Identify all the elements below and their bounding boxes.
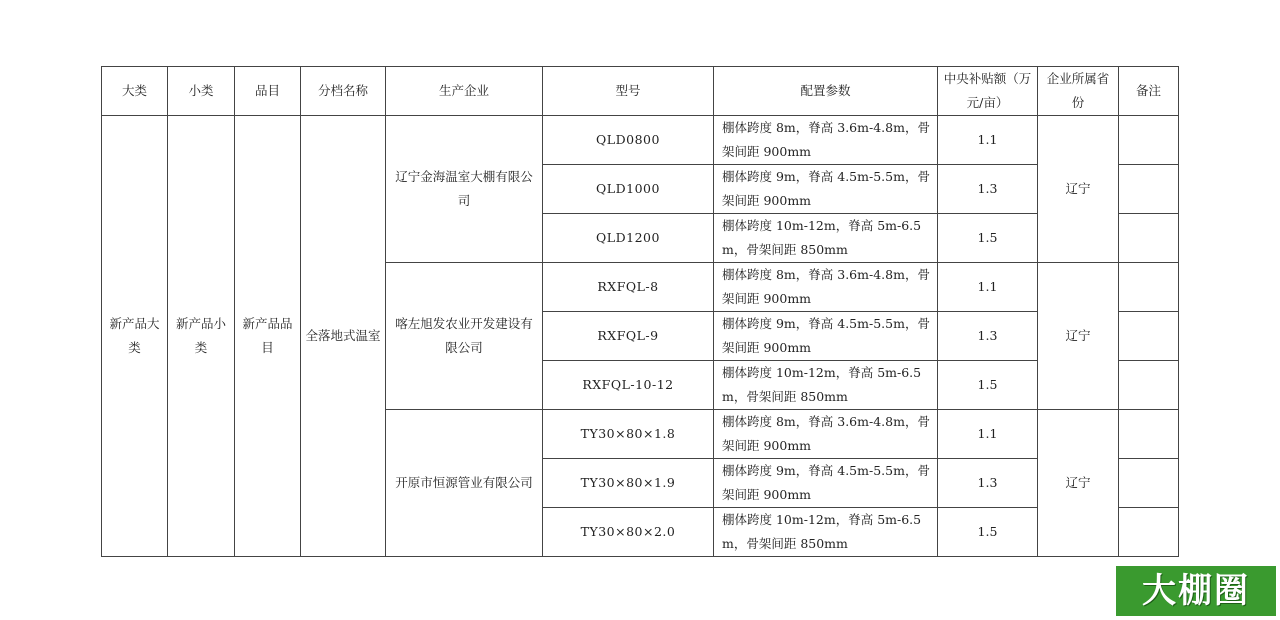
cell-subsidy-text: 1.1 — [977, 279, 998, 294]
cell-subsidy-text: 1.1 — [977, 426, 998, 441]
cell-config-text: 棚体跨度 9m，脊高 4.5m-5.5m，骨架间距 900mm — [722, 463, 930, 502]
cell-config-text: 棚体跨度 10m-12m，脊高 5m-6.5m，骨架间距 850mm — [722, 365, 922, 404]
cell-province — [1038, 410, 1119, 557]
cell-province — [1038, 263, 1119, 410]
cell-model-text: QLD1200 — [596, 230, 660, 245]
cell-model — [543, 214, 714, 263]
cell-item — [235, 116, 301, 557]
cell-province-text: 辽宁 — [1065, 328, 1091, 343]
cell-model — [543, 312, 714, 361]
cell-remark — [1119, 214, 1179, 263]
header-grade-name: 分档名称 — [301, 67, 386, 116]
cell-remark — [1119, 459, 1179, 508]
cell-grade-name — [301, 116, 386, 557]
cell-manufacturer — [386, 116, 543, 263]
cell-model-text: TY30×80×1.8 — [580, 426, 676, 441]
cell-manufacturer — [386, 410, 543, 557]
cell-item-text: 新产品品目 — [242, 316, 293, 355]
cell-config-text: 棚体跨度 10m-12m，脊高 5m-6.5m，骨架间距 850mm — [722, 218, 922, 257]
header-province: 企业所属省份 — [1038, 67, 1119, 116]
cell-config-text: 棚体跨度 8m，脊高 3.6m-4.8m，骨架间距 900mm — [722, 120, 930, 159]
cell-subsidy — [938, 459, 1038, 508]
cell-subsidy-text: 1.3 — [977, 475, 998, 490]
cell-subsidy — [938, 116, 1038, 165]
cell-subsidy — [938, 214, 1038, 263]
cell-subsidy-text: 1.5 — [977, 377, 998, 392]
cell-province-text: 辽宁 — [1065, 181, 1091, 196]
cell-remark — [1119, 312, 1179, 361]
cell-config-text: 棚体跨度 10m-12m，脊高 5m-6.5m，骨架间距 850mm — [722, 512, 922, 551]
cell-model — [543, 459, 714, 508]
cell-subcategory-text: 新产品小类 — [175, 316, 226, 355]
cell-remark — [1119, 410, 1179, 459]
cell-config — [714, 361, 938, 410]
cell-remark — [1119, 263, 1179, 312]
header-remark: 备注 — [1119, 67, 1179, 116]
cell-subsidy — [938, 263, 1038, 312]
cell-model-text: TY30×80×2.0 — [580, 524, 676, 539]
cell-model — [543, 165, 714, 214]
cell-province — [1038, 116, 1119, 263]
cell-config-text: 棚体跨度 9m，脊高 4.5m-5.5m，骨架间距 900mm — [722, 316, 930, 355]
cell-config — [714, 214, 938, 263]
cell-subsidy-text: 1.1 — [977, 132, 998, 147]
header-model: 型号 — [543, 67, 714, 116]
logo-text: 大棚圈 — [1142, 571, 1250, 611]
cell-config — [714, 263, 938, 312]
cell-model-text: QLD1000 — [596, 181, 660, 196]
header-row — [102, 67, 1179, 116]
cell-province-text: 辽宁 — [1065, 475, 1091, 490]
cell-subsidy — [938, 361, 1038, 410]
cell-model — [543, 116, 714, 165]
cell-manufacturer-text: 辽宁金海温室大棚有限公司 — [395, 169, 533, 208]
cell-manufacturer-text: 开原市恒源管业有限公司 — [395, 475, 533, 490]
cell-config-text: 棚体跨度 8m，脊高 3.6m-4.8m，骨架间距 900mm — [722, 267, 930, 306]
header-subcategory: 小类 — [168, 67, 235, 116]
cell-remark — [1119, 116, 1179, 165]
cell-config-text: 棚体跨度 8m，脊高 3.6m-4.8m，骨架间距 900mm — [722, 414, 930, 453]
cell-subsidy-text: 1.3 — [977, 328, 998, 343]
subsidy-table — [101, 66, 1179, 557]
cell-subsidy-text: 1.3 — [977, 181, 998, 196]
cell-remark — [1119, 361, 1179, 410]
cell-config — [714, 410, 938, 459]
cell-model-text: TY30×80×1.9 — [580, 475, 676, 490]
cell-model-text: RXFQL-10-12 — [582, 377, 674, 392]
header-item: 品目 — [235, 67, 301, 116]
cell-config — [714, 116, 938, 165]
cell-remark — [1119, 508, 1179, 557]
cell-grade-name-text: 全落地式温室 — [305, 328, 381, 343]
cell-config — [714, 508, 938, 557]
cell-subsidy-text: 1.5 — [977, 230, 998, 245]
cell-manufacturer — [386, 263, 543, 410]
cell-model — [543, 361, 714, 410]
cell-config — [714, 165, 938, 214]
cell-model — [543, 508, 714, 557]
header-config: 配置参数 — [714, 67, 938, 116]
cell-subsidy — [938, 165, 1038, 214]
header-manufacturer: 生产企业 — [386, 67, 543, 116]
cell-subcategory — [168, 116, 235, 557]
cell-model — [543, 263, 714, 312]
cell-model — [543, 410, 714, 459]
cell-subsidy — [938, 508, 1038, 557]
table-body — [102, 116, 1179, 557]
cell-model-text: RXFQL-9 — [597, 328, 659, 343]
cell-remark — [1119, 165, 1179, 214]
cell-model-text: RXFQL-8 — [597, 279, 659, 294]
cell-subsidy — [938, 410, 1038, 459]
table-row — [102, 116, 1179, 165]
cell-model-text: QLD0800 — [596, 132, 660, 147]
cell-category-text: 新产品大类 — [109, 316, 160, 355]
cell-manufacturer-text: 喀左旭发农业开发建设有限公司 — [395, 316, 533, 355]
cell-subsidy-text: 1.5 — [977, 524, 998, 539]
header-category: 大类 — [102, 67, 168, 116]
cell-subsidy — [938, 312, 1038, 361]
cell-config — [714, 459, 938, 508]
site-logo — [1116, 566, 1276, 616]
cell-config-text: 棚体跨度 9m，脊高 4.5m-5.5m，骨架间距 900mm — [722, 169, 930, 208]
cell-config — [714, 312, 938, 361]
cell-category — [102, 116, 168, 557]
header-subsidy: 中央补贴额（万元/亩） — [938, 67, 1038, 116]
